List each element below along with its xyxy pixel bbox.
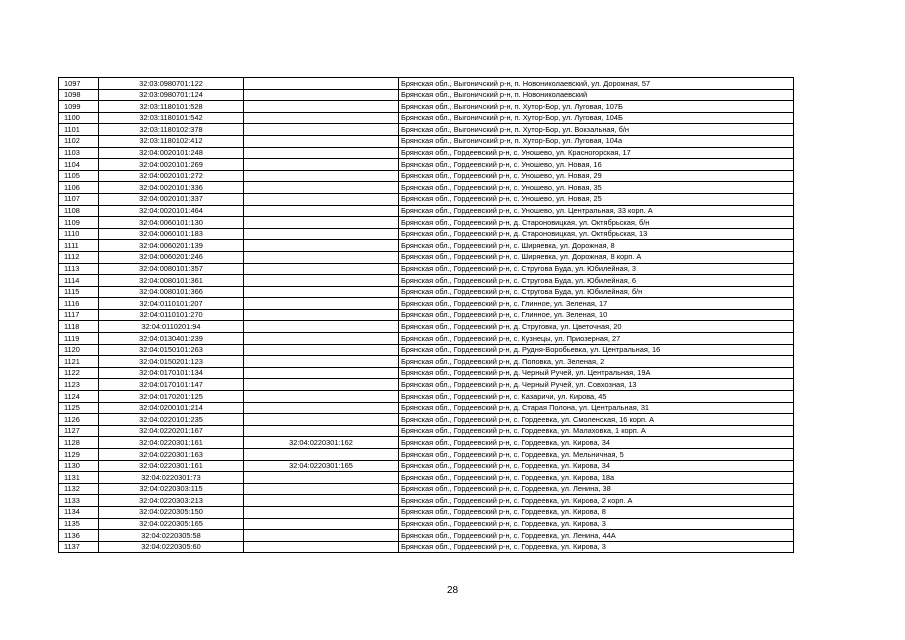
row-number-cell: 1133 [59, 495, 99, 507]
extra-cadastral-cell [244, 124, 399, 136]
table-row [59, 205, 794, 217]
page-number: 28 [446, 585, 459, 596]
table-row [59, 506, 794, 518]
extra-cadastral-cell [244, 495, 399, 507]
extra-cadastral-cell [244, 483, 399, 495]
table-row [59, 356, 794, 368]
address-cell: Брянская обл., Выгоничский р-н, п. Хутор-Бор, ул. Луговая, 104а [399, 135, 794, 147]
extra-cadastral-cell [244, 391, 399, 403]
row-number-cell: 1097 [59, 78, 99, 90]
address-cell: Брянская обл., Выгоничский р-н, п. Хутор-Бор, ул. Луговая, 107Б [399, 101, 794, 113]
extra-cadastral-cell [244, 530, 399, 542]
cadastral-number-cell: 32:04:0220305:165 [99, 518, 244, 530]
address-cell: Брянская обл., Гордеевский р-н, с. Ширяевка, ул. Дорожная, 8 корп. А [399, 251, 794, 263]
extra-cadastral-cell [244, 78, 399, 90]
address-cell: Брянская обл., Гордеевский р-н, с. Уношево, ул. Новая, 29 [399, 170, 794, 182]
row-number-cell: 1108 [59, 205, 99, 217]
registry-table [58, 77, 794, 553]
table-row [59, 89, 794, 101]
address-cell: Брянская обл., Гордеевский р-н, с. Гордеевка, ул. Кирова, 2 корп. А [399, 495, 794, 507]
table-row [59, 391, 794, 403]
extra-cadastral-cell [244, 263, 399, 275]
extra-cadastral-cell [244, 159, 399, 171]
row-number-cell: 1122 [59, 367, 99, 379]
address-cell: Брянская обл., Гордеевский р-н, с. Гордеевка, ул. Ленина, 38 [399, 483, 794, 495]
address-cell: Брянская обл., Гордеевский р-н, с. Гордеевка, ул. Кирова, 3 [399, 518, 794, 530]
extra-cadastral-cell [244, 309, 399, 321]
cadastral-number-cell: 32:04:0220201:167 [99, 425, 244, 437]
row-number-cell: 1134 [59, 506, 99, 518]
row-number-cell: 1101 [59, 124, 99, 136]
row-number-cell: 1136 [59, 530, 99, 542]
address-cell: Брянская обл., Выгоничский р-н, п. Новониколаевский [399, 89, 794, 101]
cadastral-number-cell: 32:03:1180101:542 [99, 112, 244, 124]
extra-cadastral-cell [244, 193, 399, 205]
address-cell: Брянская обл., Гордеевский р-н, с. Стругова Буда, ул. Юбилейная, б/н [399, 286, 794, 298]
extra-cadastral-cell [244, 356, 399, 368]
extra-cadastral-cell [244, 170, 399, 182]
address-cell: Брянская обл., Гордеевский р-н, д. Поповка, ул. Зеленая, 2 [399, 356, 794, 368]
row-number-cell: 1111 [59, 240, 99, 252]
address-cell: Брянская обл., Гордеевский р-н, с. Гордеевка, ул. Кирова, 18а [399, 472, 794, 484]
row-number-cell: 1128 [59, 437, 99, 449]
row-number-cell: 1120 [59, 344, 99, 356]
extra-cadastral-cell [244, 298, 399, 310]
table-row [59, 135, 794, 147]
cadastral-number-cell: 32:04:0110101:207 [99, 298, 244, 310]
extra-cadastral-cell [244, 205, 399, 217]
address-cell: Брянская обл., Гордеевский р-н, д. Черный Ручей, ул. Центральная, 19А [399, 367, 794, 379]
extra-cadastral-cell [244, 228, 399, 240]
cadastral-number-cell: 32:04:0130401:239 [99, 333, 244, 345]
cadastral-number-cell: 32:04:0220101:235 [99, 414, 244, 426]
row-number-cell: 1104 [59, 159, 99, 171]
row-number-cell: 1112 [59, 251, 99, 263]
address-cell: Брянская обл., Гордеевский р-н, с. Гордеевка, ул. Кирова, 3 [399, 541, 794, 553]
cadastral-number-cell: 32:04:0170101:134 [99, 367, 244, 379]
table-row [59, 379, 794, 391]
extra-cadastral-cell [244, 217, 399, 229]
cadastral-number-cell: 32:04:0020101:269 [99, 159, 244, 171]
row-number-cell: 1125 [59, 402, 99, 414]
cadastral-number-cell: 32:04:0150201:123 [99, 356, 244, 368]
table-row [59, 344, 794, 356]
address-cell: Брянская обл., Гордеевский р-н, с. Гордеевка, ул. Малаховка, 1 корп. А [399, 425, 794, 437]
row-number-cell: 1117 [59, 309, 99, 321]
address-cell: Брянская обл., Гордеевский р-н, с. Уношево, ул. Новая, 16 [399, 159, 794, 171]
table-row [59, 159, 794, 171]
table-row [59, 240, 794, 252]
table-row [59, 518, 794, 530]
extra-cadastral-cell [244, 506, 399, 518]
row-number-cell: 1099 [59, 101, 99, 113]
row-number-cell: 1123 [59, 379, 99, 391]
address-cell: Брянская обл., Выгоничский р-н, п. Новониколаевский, ул. Дорожная, 57 [399, 78, 794, 90]
table-row [59, 170, 794, 182]
extra-cadastral-cell [244, 472, 399, 484]
cadastral-number-cell: 32:04:0170201:125 [99, 391, 244, 403]
table-row [59, 472, 794, 484]
cadastral-number-cell: 32:04:0220301:161 [99, 460, 244, 472]
row-number-cell: 1131 [59, 472, 99, 484]
extra-cadastral-cell [244, 414, 399, 426]
cadastral-number-cell: 32:04:0170101:147 [99, 379, 244, 391]
row-number-cell: 1116 [59, 298, 99, 310]
address-cell: Брянская обл., Гордеевский р-н, д. Староновицкая, ул. Октябрьская, 13 [399, 228, 794, 240]
table-row [59, 275, 794, 287]
table-row [59, 483, 794, 495]
address-cell: Брянская обл., Гордеевский р-н, с. Уношево, ул. Центральная, 33 корп. А [399, 205, 794, 217]
address-cell: Брянская обл., Гордеевский р-н, с. Уношево, ул. Новая, 25 [399, 193, 794, 205]
extra-cadastral-cell [244, 240, 399, 252]
row-number-cell: 1126 [59, 414, 99, 426]
row-number-cell: 1135 [59, 518, 99, 530]
table-row [59, 228, 794, 240]
cadastral-number-cell: 32:04:0020101:248 [99, 147, 244, 159]
address-cell: Брянская обл., Гордеевский р-н, д. Старая Полона, ул. Центральная, 31 [399, 402, 794, 414]
table-row [59, 193, 794, 205]
extra-cadastral-cell [244, 321, 399, 333]
extra-cadastral-cell [244, 286, 399, 298]
row-number-cell: 1137 [59, 541, 99, 553]
table-row [59, 530, 794, 542]
extra-cadastral-cell [244, 367, 399, 379]
address-cell: Брянская обл., Гордеевский р-н, с. Гордеевка, ул. Мельничная, 5 [399, 449, 794, 461]
row-number-cell: 1109 [59, 217, 99, 229]
table-row [59, 460, 794, 472]
table-row [59, 251, 794, 263]
table-row [59, 124, 794, 136]
cadastral-number-cell: 32:04:0060201:139 [99, 240, 244, 252]
address-cell: Брянская обл., Гордеевский р-н, с. Гордеевка, ул. Кирова, 34 [399, 460, 794, 472]
cadastral-number-cell: 32:04:0110201:94 [99, 321, 244, 333]
address-cell: Брянская обл., Гордеевский р-н, с. Гордеевка, ул. Кирова, 8 [399, 506, 794, 518]
row-number-cell: 1103 [59, 147, 99, 159]
extra-cadastral-cell: 32:04:0220301:162 [244, 437, 399, 449]
cadastral-number-cell: 32:04:0020101:337 [99, 193, 244, 205]
cadastral-number-cell: 32:03:0980701:124 [99, 89, 244, 101]
extra-cadastral-cell [244, 275, 399, 287]
table-row [59, 217, 794, 229]
cadastral-number-cell: 32:04:0220303:213 [99, 495, 244, 507]
table-row [59, 286, 794, 298]
address-cell: Брянская обл., Гордеевский р-н, с. Гордеевка, ул. Смоленская, 16 корп. А [399, 414, 794, 426]
row-number-cell: 1102 [59, 135, 99, 147]
table-row [59, 112, 794, 124]
table-row [59, 425, 794, 437]
cadastral-number-cell: 32:04:0150101:263 [99, 344, 244, 356]
table-row [59, 402, 794, 414]
cadastral-number-cell: 32:03:1180101:528 [99, 101, 244, 113]
table-row [59, 414, 794, 426]
address-cell: Брянская обл., Гордеевский р-н, с. Кузнецы, ул. Приозерная, 27 [399, 333, 794, 345]
address-cell: Брянская обл., Гордеевский р-н, с. Уношево, ул. Красногорская, 17 [399, 147, 794, 159]
address-cell: Брянская обл., Гордеевский р-н, с. Казаричи, ул. Кирова, 45 [399, 391, 794, 403]
address-cell: Брянская обл., Выгоничский р-н, п. Хутор-Бор, ул. Вокзальная, б/н [399, 124, 794, 136]
table-row [59, 449, 794, 461]
cadastral-number-cell: 32:04:0220301:73 [99, 472, 244, 484]
table-row [59, 321, 794, 333]
cadastral-number-cell: 32:04:0220303:115 [99, 483, 244, 495]
extra-cadastral-cell [244, 402, 399, 414]
table-row [59, 182, 794, 194]
cadastral-number-cell: 32:04:0020101:272 [99, 170, 244, 182]
row-number-cell: 1118 [59, 321, 99, 333]
cadastral-number-cell: 32:04:0060201:246 [99, 251, 244, 263]
table-row [59, 309, 794, 321]
cadastral-number-cell: 32:03:1180102:378 [99, 124, 244, 136]
table-row [59, 541, 794, 553]
row-number-cell: 1130 [59, 460, 99, 472]
table-row [59, 263, 794, 275]
cadastral-number-cell: 32:04:0220305:150 [99, 506, 244, 518]
row-number-cell: 1107 [59, 193, 99, 205]
cadastral-number-cell: 32:04:0020101:336 [99, 182, 244, 194]
cadastral-number-cell: 32:04:0080101:357 [99, 263, 244, 275]
address-cell: Брянская обл., Гордеевский р-н, д. Струговка, ул. Цветочная, 20 [399, 321, 794, 333]
table-row [59, 147, 794, 159]
cadastral-number-cell: 32:04:0220301:163 [99, 449, 244, 461]
address-cell: Брянская обл., Гордеевский р-н, с. Гордеевка, ул. Кирова, 34 [399, 437, 794, 449]
row-number-cell: 1110 [59, 228, 99, 240]
row-number-cell: 1106 [59, 182, 99, 194]
cadastral-number-cell: 32:04:0110101:270 [99, 309, 244, 321]
cadastral-number-cell: 32:03:1180102:412 [99, 135, 244, 147]
extra-cadastral-cell [244, 112, 399, 124]
extra-cadastral-cell: 32:04:0220301:165 [244, 460, 399, 472]
address-cell: Брянская обл., Гордеевский р-н, с. Ширяевка, ул. Дорожная, 8 [399, 240, 794, 252]
cadastral-number-cell: 32:04:0220301:161 [99, 437, 244, 449]
extra-cadastral-cell [244, 101, 399, 113]
address-cell: Брянская обл., Гордеевский р-н, с. Стругова Буда, ул. Юбилейная, 3 [399, 263, 794, 275]
row-number-cell: 1100 [59, 112, 99, 124]
address-cell: Брянская обл., Выгоничский р-н, п. Хутор-Бор, ул. Луговая, 104Б [399, 112, 794, 124]
cadastral-number-cell: 32:04:0060101:130 [99, 217, 244, 229]
row-number-cell: 1105 [59, 170, 99, 182]
extra-cadastral-cell [244, 541, 399, 553]
registry-table-body [59, 78, 794, 553]
table-row [59, 78, 794, 90]
table-row [59, 437, 794, 449]
extra-cadastral-cell [244, 379, 399, 391]
address-cell: Брянская обл., Гордеевский р-н, д. Рудня-Воробьевка, ул. Центральная, 16 [399, 344, 794, 356]
extra-cadastral-cell [244, 89, 399, 101]
row-number-cell: 1113 [59, 263, 99, 275]
table-row [59, 298, 794, 310]
cadastral-number-cell: 32:04:0080101:361 [99, 275, 244, 287]
cadastral-number-cell: 32:04:0200101:214 [99, 402, 244, 414]
row-number-cell: 1129 [59, 449, 99, 461]
row-number-cell: 1132 [59, 483, 99, 495]
address-cell: Брянская обл., Гордеевский р-н, с. Уношево, ул. Новая, 35 [399, 182, 794, 194]
address-cell: Брянская обл., Гордеевский р-н, с. Глинное, ул. Зеленая, 10 [399, 309, 794, 321]
extra-cadastral-cell [244, 135, 399, 147]
extra-cadastral-cell [244, 518, 399, 530]
table-row [59, 333, 794, 345]
row-number-cell: 1121 [59, 356, 99, 368]
cadastral-number-cell: 32:04:0220305:58 [99, 530, 244, 542]
row-number-cell: 1127 [59, 425, 99, 437]
cadastral-number-cell: 32:04:0060101:183 [99, 228, 244, 240]
row-number-cell: 1124 [59, 391, 99, 403]
extra-cadastral-cell [244, 147, 399, 159]
row-number-cell: 1098 [59, 89, 99, 101]
table-row [59, 367, 794, 379]
row-number-cell: 1119 [59, 333, 99, 345]
cadastral-number-cell: 32:04:0080101:366 [99, 286, 244, 298]
cadastral-number-cell: 32:04:0220305:60 [99, 541, 244, 553]
cadastral-number-cell: 32:03:0980701:122 [99, 78, 244, 90]
extra-cadastral-cell [244, 251, 399, 263]
extra-cadastral-cell [244, 449, 399, 461]
extra-cadastral-cell [244, 182, 399, 194]
extra-cadastral-cell [244, 344, 399, 356]
address-cell: Брянская обл., Гордеевский р-н, д. Староновицкая, ул. Октябрьская, б/н [399, 217, 794, 229]
extra-cadastral-cell [244, 425, 399, 437]
table-row [59, 495, 794, 507]
row-number-cell: 1114 [59, 275, 99, 287]
address-cell: Брянская обл., Гордеевский р-н, с. Гордеевка, ул. Ленина, 44А [399, 530, 794, 542]
cadastral-number-cell: 32:04:0020101:464 [99, 205, 244, 217]
row-number-cell: 1115 [59, 286, 99, 298]
address-cell: Брянская обл., Гордеевский р-н, с. Глинное, ул. Зеленая, 17 [399, 298, 794, 310]
table-row [59, 101, 794, 113]
address-cell: Брянская обл., Гордеевский р-н, д. Черный Ручей, ул. Совхозная, 13 [399, 379, 794, 391]
address-cell: Брянская обл., Гордеевский р-н, с. Стругова Буда, ул. Юбилейная, 6 [399, 275, 794, 287]
extra-cadastral-cell [244, 333, 399, 345]
